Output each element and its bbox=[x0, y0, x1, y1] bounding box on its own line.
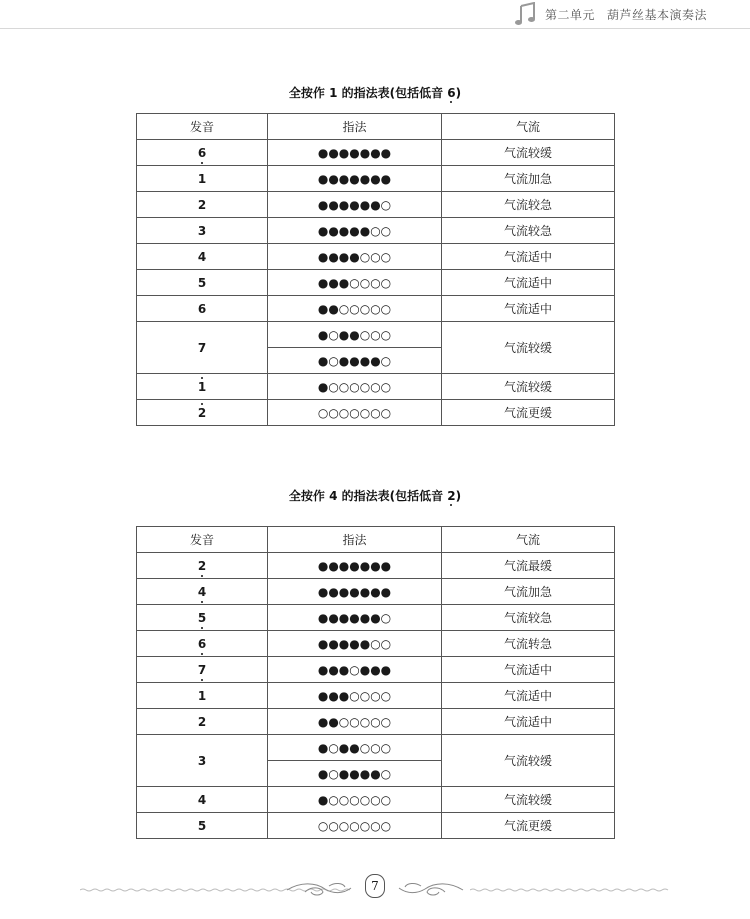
fingering-holes: ●○○○○○○ bbox=[317, 792, 392, 807]
pitch-cell bbox=[137, 192, 268, 218]
table-row bbox=[137, 683, 615, 709]
fingering-holes: ●●●●●●○ bbox=[317, 610, 392, 625]
airflow-text: 气流更缓 bbox=[503, 819, 552, 833]
fingering-holes: ●●●○○○○ bbox=[317, 688, 392, 703]
table-row bbox=[137, 813, 615, 839]
airflow-text: 气流适中 bbox=[503, 276, 552, 290]
airflow-text: 气流加急 bbox=[503, 172, 552, 186]
table-row bbox=[137, 579, 615, 605]
airflow-text: 气流最缓 bbox=[503, 559, 552, 573]
fingering-cell bbox=[268, 166, 442, 192]
fingering-cell bbox=[268, 140, 442, 166]
fingering-cell bbox=[268, 553, 442, 579]
airflow-text: 气流较缓 bbox=[503, 146, 552, 160]
fingering-holes: ●○●●○○○ bbox=[317, 327, 392, 342]
fingering-holes: ●●●○●●● bbox=[317, 662, 392, 677]
fingering-cell bbox=[268, 270, 442, 296]
header-section: 葫芦丝基本演奏法 bbox=[607, 8, 708, 22]
pitch-note: 1 bbox=[197, 171, 207, 186]
table-row bbox=[137, 657, 615, 683]
pitch-cell bbox=[137, 579, 268, 605]
fingering-cell bbox=[268, 374, 442, 400]
fingering-holes: ●●○○○○○ bbox=[317, 714, 392, 729]
fingering-cell bbox=[268, 631, 442, 657]
airflow-cell bbox=[442, 657, 615, 683]
table-row bbox=[137, 270, 615, 296]
fingering-cell bbox=[268, 735, 442, 761]
table-row bbox=[137, 605, 615, 631]
header-pitch: 发音 bbox=[137, 114, 268, 140]
fingering-holes: ○○○○○○○ bbox=[317, 405, 392, 420]
airflow-cell bbox=[442, 322, 615, 374]
table2-caption-suffix: ) bbox=[455, 489, 462, 503]
fingering-holes: ●●○○○○○ bbox=[317, 301, 392, 316]
pitch-cell bbox=[137, 400, 268, 426]
fingering-cell bbox=[268, 813, 442, 839]
airflow-cell bbox=[442, 605, 615, 631]
airflow-cell bbox=[442, 709, 615, 735]
airflow-cell bbox=[442, 270, 615, 296]
pitch-cell bbox=[137, 218, 268, 244]
pitch-cell bbox=[137, 657, 268, 683]
pitch-note: 6 bbox=[197, 301, 207, 316]
airflow-cell bbox=[442, 192, 615, 218]
table-row bbox=[137, 296, 615, 322]
airflow-text: 气流适中 bbox=[503, 689, 552, 703]
pitch-note: 4 bbox=[197, 249, 207, 264]
fingering-cell bbox=[268, 348, 442, 374]
airflow-cell bbox=[442, 244, 615, 270]
fingering-holes: ○○○○○○○ bbox=[317, 818, 392, 833]
pitch-note: 7 bbox=[197, 662, 207, 677]
fingering-holes: ●○●●●●○ bbox=[317, 353, 392, 368]
fingering-holes: ●●●●●●● bbox=[317, 145, 392, 160]
table-row bbox=[137, 374, 615, 400]
table-row bbox=[137, 166, 615, 192]
fingering-holes: ●○○○○○○ bbox=[317, 379, 392, 394]
pitch-note: 2 bbox=[197, 714, 207, 729]
airflow-text: 气流较缓 bbox=[503, 793, 552, 807]
pitch-note: 1 bbox=[197, 688, 207, 703]
table-row bbox=[137, 709, 615, 735]
pitch-cell bbox=[137, 813, 268, 839]
pitch-note: 3 bbox=[197, 223, 207, 238]
table-row bbox=[137, 322, 615, 348]
pitch-note: 6 bbox=[197, 145, 207, 160]
music-note-icon bbox=[514, 2, 536, 26]
table1-caption bbox=[0, 84, 750, 101]
airflow-cell bbox=[442, 374, 615, 400]
airflow-cell bbox=[442, 631, 615, 657]
fingering-cell bbox=[268, 761, 442, 787]
fingering-cell bbox=[268, 296, 442, 322]
pitch-cell bbox=[137, 787, 268, 813]
pitch-cell bbox=[137, 374, 268, 400]
fingering-holes: ●●●●●○○ bbox=[317, 636, 392, 651]
airflow-cell bbox=[442, 787, 615, 813]
table2-caption-note: 2 bbox=[447, 489, 456, 503]
table-row bbox=[137, 400, 615, 426]
fingering-holes: ●●●●●●● bbox=[317, 558, 392, 573]
fingering-cell bbox=[268, 244, 442, 270]
footer-swirl-right bbox=[395, 878, 465, 900]
airflow-text: 气流更缓 bbox=[503, 406, 552, 420]
pitch-cell bbox=[137, 631, 268, 657]
fingering-holes: ●○●●●●○ bbox=[317, 766, 392, 781]
airflow-cell bbox=[442, 579, 615, 605]
fingering-holes: ●●●○○○○ bbox=[317, 275, 392, 290]
fingering-cell bbox=[268, 787, 442, 813]
header-title bbox=[545, 6, 707, 23]
fingering-holes: ●●●●●●○ bbox=[317, 197, 392, 212]
airflow-text: 气流适中 bbox=[503, 663, 552, 677]
table2-caption-prefix: 全按作 4 的指法表(包括低音 bbox=[288, 489, 448, 503]
table-row bbox=[137, 735, 615, 761]
airflow-text: 气流较缓 bbox=[503, 380, 552, 394]
airflow-text: 气流转急 bbox=[503, 637, 552, 651]
fingering-cell bbox=[268, 400, 442, 426]
table-row bbox=[137, 631, 615, 657]
airflow-text: 气流较缓 bbox=[503, 754, 552, 768]
pitch-cell bbox=[137, 166, 268, 192]
fingering-cell bbox=[268, 657, 442, 683]
header-pitch: 发音 bbox=[137, 527, 268, 553]
table-row bbox=[137, 192, 615, 218]
fingering-cell bbox=[268, 579, 442, 605]
airflow-cell bbox=[442, 140, 615, 166]
pitch-cell bbox=[137, 605, 268, 631]
airflow-cell bbox=[442, 735, 615, 787]
fingering-holes: ●●●●●●● bbox=[317, 584, 392, 599]
fingering-table-1 bbox=[136, 113, 615, 426]
fingering-cell bbox=[268, 605, 442, 631]
pitch-note: 5 bbox=[197, 818, 207, 833]
airflow-text: 气流较急 bbox=[503, 611, 552, 625]
pitch-cell bbox=[137, 270, 268, 296]
airflow-cell bbox=[442, 218, 615, 244]
airflow-text: 气流加急 bbox=[503, 585, 552, 599]
airflow-cell bbox=[442, 553, 615, 579]
header-rule bbox=[0, 28, 750, 29]
page-number: 7 bbox=[365, 874, 385, 898]
airflow-text: 气流较急 bbox=[503, 224, 552, 238]
pitch-note: 3 bbox=[197, 753, 207, 768]
fingering-cell bbox=[268, 683, 442, 709]
table1-caption-note: 6 bbox=[447, 86, 456, 100]
pitch-cell bbox=[137, 553, 268, 579]
fingering-cell bbox=[268, 192, 442, 218]
fingering-cell bbox=[268, 218, 442, 244]
fingering-holes: ●○●●○○○ bbox=[317, 740, 392, 755]
airflow-cell bbox=[442, 683, 615, 709]
airflow-text: 气流适中 bbox=[503, 250, 552, 264]
fingering-holes: ●●●●○○○ bbox=[317, 249, 392, 264]
airflow-text: 气流适中 bbox=[503, 715, 552, 729]
airflow-cell bbox=[442, 813, 615, 839]
header-airflow: 气流 bbox=[442, 114, 615, 140]
table-row bbox=[137, 218, 615, 244]
page-header bbox=[0, 0, 750, 30]
airflow-text: 气流较急 bbox=[503, 198, 552, 212]
pitch-note: 1 bbox=[197, 379, 207, 394]
footer-swirl-left bbox=[285, 878, 355, 900]
pitch-cell bbox=[137, 322, 268, 374]
pitch-cell bbox=[137, 296, 268, 322]
header-airflow: 气流 bbox=[442, 527, 615, 553]
pitch-note: 2 bbox=[197, 405, 207, 420]
footer-ornament-right bbox=[470, 888, 670, 892]
pitch-cell bbox=[137, 244, 268, 270]
fingering-holes: ●●●●●●● bbox=[317, 171, 392, 186]
table2-caption bbox=[0, 487, 750, 504]
table1-caption-prefix: 全按作 1 的指法表(包括低音 bbox=[288, 86, 448, 100]
header-fingering: 指法 bbox=[268, 527, 442, 553]
table-row bbox=[137, 553, 615, 579]
pitch-note: 2 bbox=[197, 197, 207, 212]
header-fingering: 指法 bbox=[268, 114, 442, 140]
pitch-note: 5 bbox=[197, 610, 207, 625]
pitch-note: 6 bbox=[197, 636, 207, 651]
pitch-note: 7 bbox=[197, 340, 207, 355]
table1-caption-suffix: ) bbox=[455, 86, 462, 100]
pitch-cell bbox=[137, 140, 268, 166]
table-row bbox=[137, 244, 615, 270]
pitch-cell bbox=[137, 735, 268, 787]
pitch-note: 4 bbox=[197, 584, 207, 599]
fingering-cell bbox=[268, 709, 442, 735]
header-unit: 第二单元 bbox=[545, 8, 596, 22]
airflow-text: 气流适中 bbox=[503, 302, 552, 316]
airflow-cell bbox=[442, 400, 615, 426]
fingering-holes: ●●●●●○○ bbox=[317, 223, 392, 238]
pitch-note: 4 bbox=[197, 792, 207, 807]
pitch-cell bbox=[137, 683, 268, 709]
pitch-cell bbox=[137, 709, 268, 735]
page-footer bbox=[0, 860, 750, 919]
fingering-cell bbox=[268, 322, 442, 348]
fingering-table-2 bbox=[136, 526, 615, 839]
table-row bbox=[137, 140, 615, 166]
airflow-text: 气流较缓 bbox=[503, 341, 552, 355]
table-row bbox=[137, 787, 615, 813]
airflow-cell bbox=[442, 296, 615, 322]
airflow-cell bbox=[442, 166, 615, 192]
pitch-note: 2 bbox=[197, 558, 207, 573]
pitch-note: 5 bbox=[197, 275, 207, 290]
